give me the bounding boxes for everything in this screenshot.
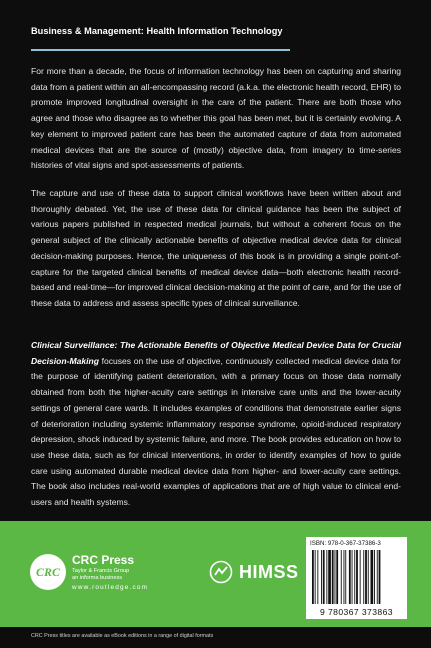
- description-paragraph-2: The capture and use of these data to support clinical workflows have been written about and thoroughly debated. Yet, the use of these data for clinical guidance has been the subject of various papers published in respected medical journals, but without a coherent focus on the general subject of the clinically actionable benefits of objective medical device data for clinical decision-making purposes. Hence, the uniqueness of this book is in providing a single point-of-capture for the targeted clinical benefits of medical device data—both electronic health record-based and real-time—for improved clinical decision-making at the point of care, and for the use of these data to address and assess specific types of clinical surveillance.: [31, 188, 401, 308]
- himss-wordmark: HIMSS: [239, 561, 299, 582]
- category-label: Business & Management: Health Information Technology: [31, 26, 283, 36]
- isbn-text: ISBN: 978-0-367-37386-3: [310, 540, 381, 547]
- publisher-tagline: an informa business: [72, 575, 123, 581]
- paragraph-3-text: focuses on the use of objective, continuously collected medical device data for the purpose of identifying patient deterioration, with a primary focus on those data normally obtained from both the higher-acuity care settings in intensive care units and the lower-acuity settings of general care wards. It includes examples of conditions that demonstrate earlier signs of deterioration including systemic inflammatory response syndrome, opioid-induced respiratory depression, shock induced by systemic failure, and more. The book provides education on how to use these data, such as for clinical interventions, in order to identify examples of how to guide care using automated durable medical device data from higher- and lower-acuity care settings. The book also includes real-world examples of applications that are of high value to clinical end-users and health systems.: [31, 355, 401, 508]
- barcode-icon: [310, 550, 403, 606]
- ebook-availability-note: CRC Press titles are available as eBook editions in a range of digital formats: [31, 633, 214, 639]
- publisher-group: Taylor & Francis Group: [72, 568, 130, 574]
- barcode-number: 9 780367 373863: [320, 607, 393, 617]
- publisher-name: CRC Press: [72, 553, 135, 567]
- himss-mark-icon: [209, 560, 233, 584]
- book-title-inline: Clinical Surveillance: The Actionable Benefits of Objective Medical Device Data for Crucial Decision-Making: [31, 340, 401, 366]
- description-paragraph-3: [31, 338, 401, 511]
- header-rule: [31, 49, 290, 51]
- publisher-url: www.routledge.com: [72, 584, 149, 591]
- crc-press-logo-icon: [30, 554, 66, 590]
- barcode-panel: [306, 537, 407, 619]
- description-paragraph-1: For more than a decade, the focus of information technology has been on capturing and sharing data from a patient within an all-encompassing record (a.k.a. the electronic health record, EHR) to promote improved longitudinal oversight in the care of the patient. There are both those who agree and those who disagree as to whether this goal has been met, but it is certainly evolving. A key element to improved patient care has been the automated capture of data from automated medical devices that are the source of (mostly) objective data, from imagery to time-series histories of vital signs and spot-assessments of patients.: [31, 66, 401, 171]
- crc-logo-text: CRC: [35, 564, 60, 579]
- himss-logo: [209, 558, 299, 586]
